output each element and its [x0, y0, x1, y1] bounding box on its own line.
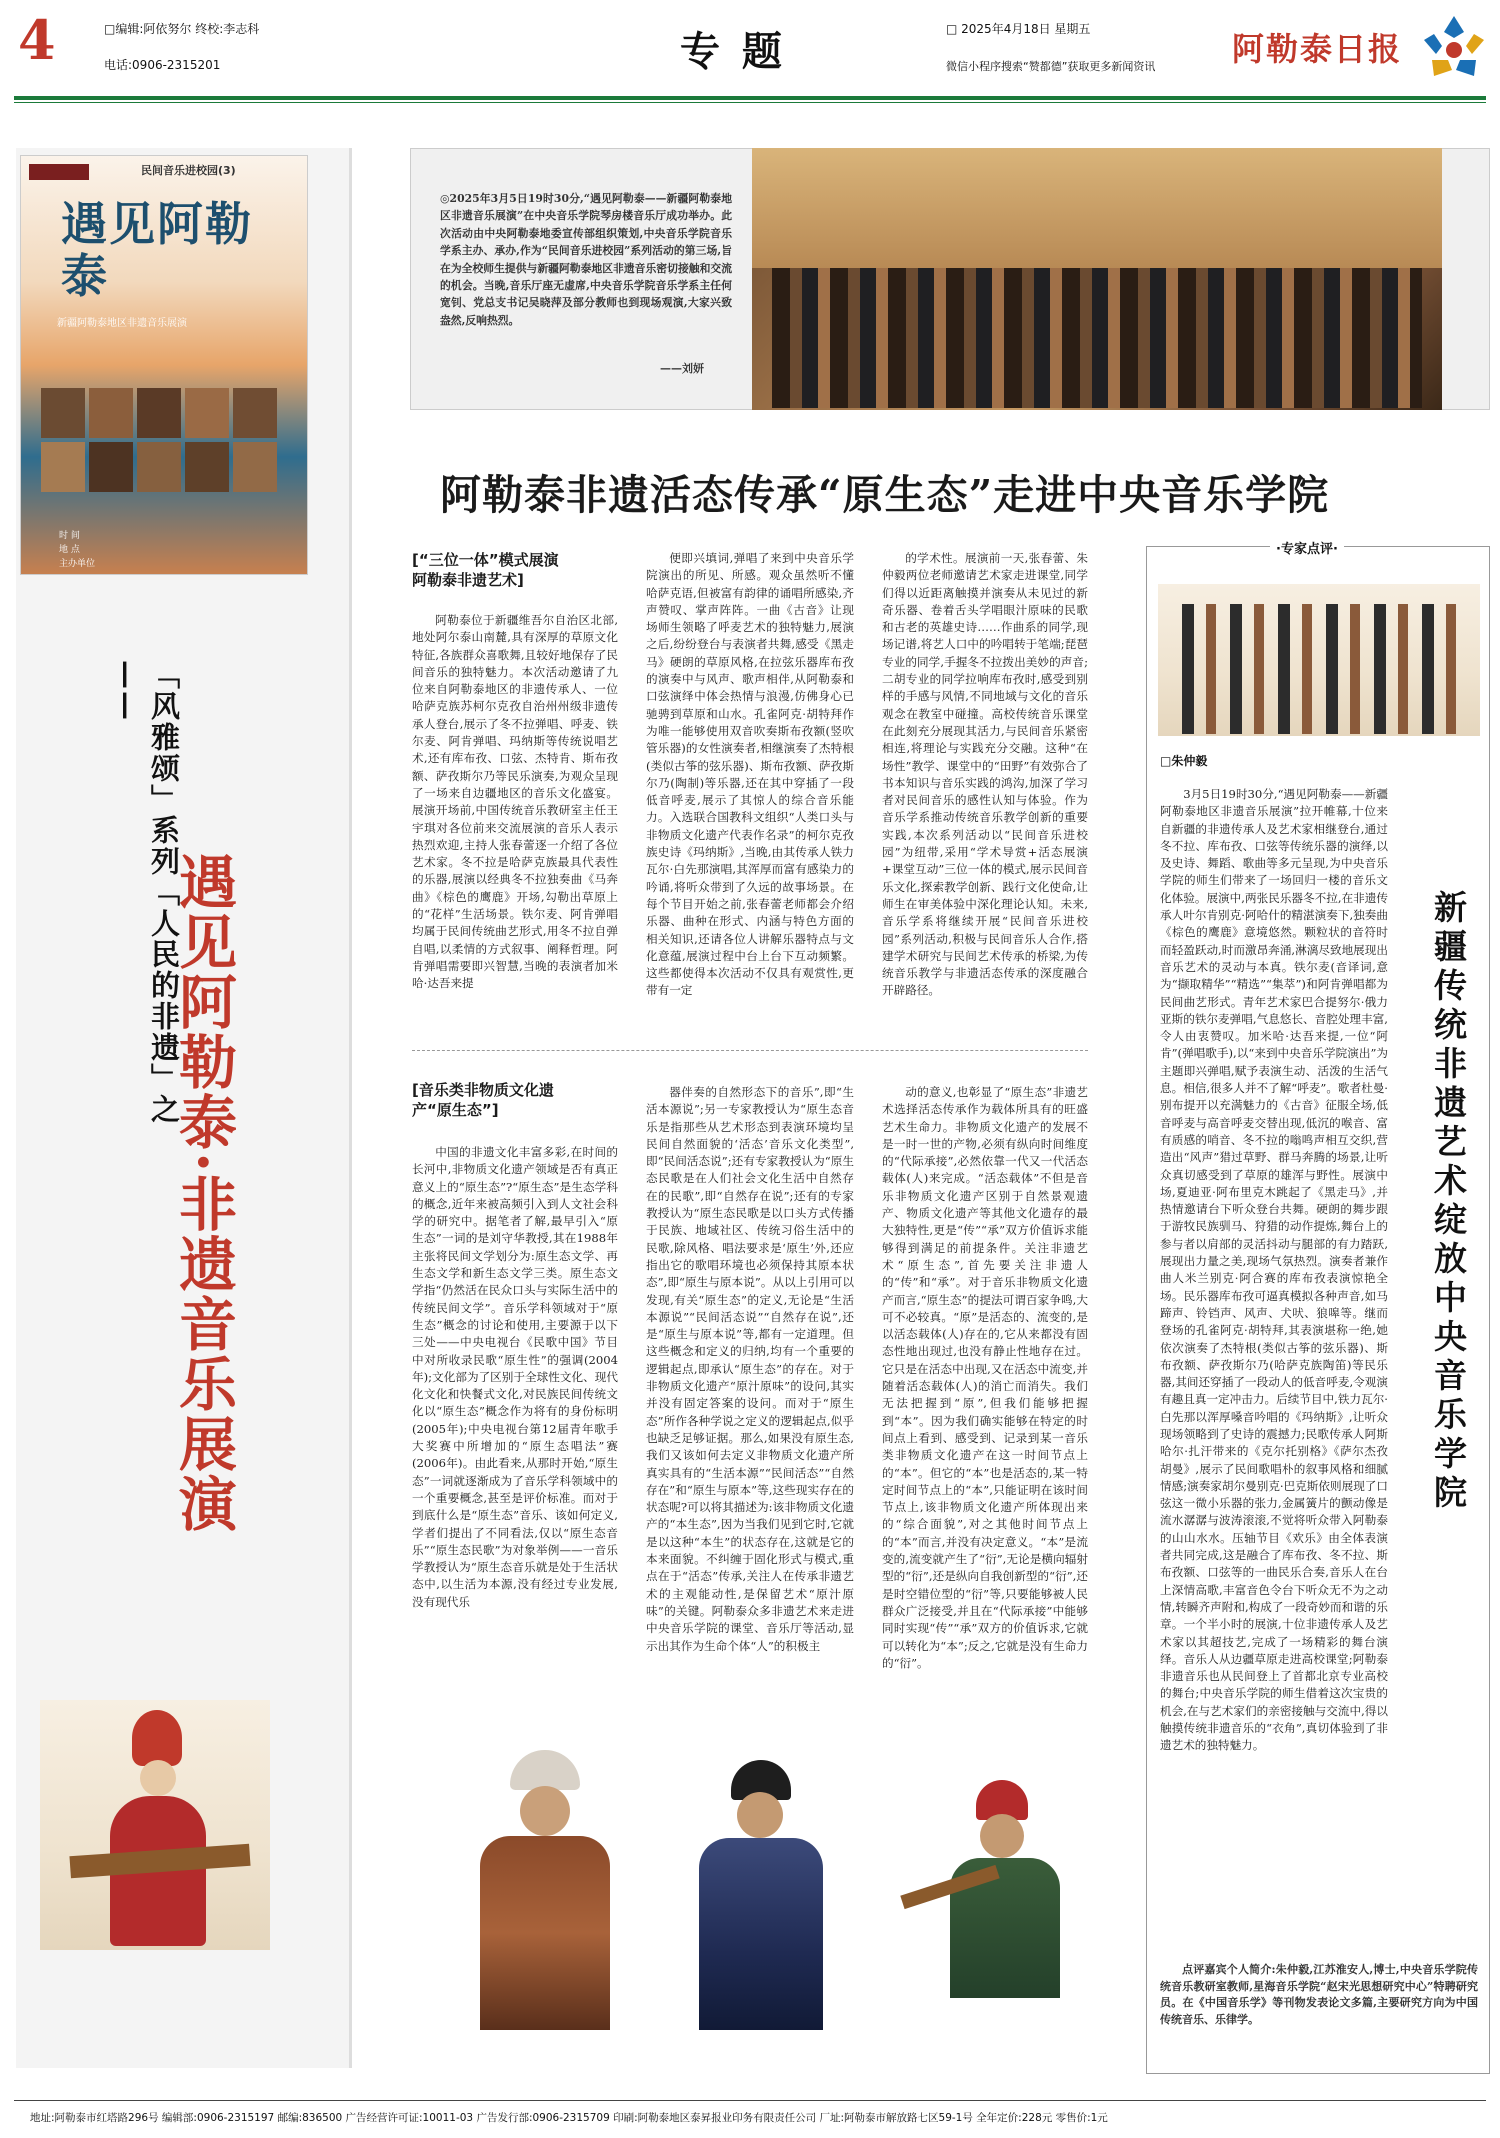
- section1-heading-line1: [“三位一体”模式展演: [412, 551, 559, 569]
- section1-col1: [412, 612, 618, 1032]
- photo-caption-author: ——刘妍: [660, 362, 704, 375]
- poster-time-label: 时 间: [59, 531, 80, 541]
- poster-title: 遇见阿勒泰: [61, 197, 253, 303]
- date-line: □ 2025年4月18日 星期五: [946, 22, 1091, 36]
- photo-caption-text: ◎2025年3月5日19时30分,“遇见阿勒泰——新疆阿勒泰地区非遗音乐展演”在中央音乐学院琴房楼音乐厅成功举办。此次活动由中央阿勒泰地委宣传部组织策划,中央音乐学院音乐学系主办、承办,作为“民间音乐进校园”系列活动的第三场,旨在为全校师生提供与新疆阿勒泰地区非遗音乐密切接触和交流的机会。当晚,音乐厅座无虚席,中央音乐学院音乐学系主任何宽钊、党总支书记吴晓萍及部分教师也到现场观演,大家兴致盎然,反响热烈。: [440, 192, 732, 327]
- poster-photo-strip: [41, 388, 291, 494]
- footer-rule: [14, 2100, 1486, 2101]
- main-headline: 阿勒泰非遗活态传承“原生态”走进中央音乐学院: [440, 471, 1330, 519]
- page-number: 4: [18, 8, 56, 72]
- footer-line: 地址:阿勒泰市红塔路296号 编辑部:0906-2315197 邮编:836500 广告经营许可证:10011-03 广告发行部:0906-2315709 印刷:阿勒泰地区泰昇报业印务有限责任公司 厂址:阿勒泰市解放路七区59-1号 全年定价:228元 零售价:1元: [30, 2112, 1108, 2124]
- section1-heading: [412, 550, 632, 590]
- photo-caption: [440, 190, 732, 350]
- expert-author: □朱仲毅: [1160, 754, 1208, 768]
- performer-photo-2: [450, 1750, 640, 2030]
- section2-col2-text: 器伴奏的自然形态下的音乐”,即“生活本源说”;另一专家教授认为“原生态音乐是指那些从艺术形态到表演环境均呈民间自然面貌的‘活态’音乐文化类型”,即“民间活态说”;还有专家教授认为“原生态民歌是在人们社会文化生活中自然存在的民歌”,即“自然存在说”;还有的专家教授认为“原生态民歌是以口头方式传播于民族、地域社区、传统习俗生活中的民歌,除风格、唱法要求是‘原生’外,还应指出它的歌唱环境也必须保持其原本状态”,即“原生与原本说”。从以上引用可以发现,有关“原生态”的定义,无论是“生活本源说”“民间活态说”“自然存在说”,还是“原生与原本说”等,都有一定道理。但这些概念和定义的归纳,均有一个重要的逻辑起点,即承认“原生态”的存在。对于非物质文化遗产“原汁原味”的设问,其实并没有固定答案的设问。而对于“原生态”所作各种学说之定义的逻辑起点,似乎也缺乏足够证据。那么,如果没有原生态,我们又该如何去定义非物质文化遗产所真实具有的“生活本源”“民间活态”“自然存在”和“原生与原本”等,这些现实存在的状态呢?可以将其描述为:该非物质文化遗产的“本生态”,因为当我们见到它时,它就是以这种“本生”的状态存在,这就是它的本来面貌。不纠缠于固化形式与模式,重点在于“活态”传承,关注人在传承非遗艺术的主观能动性,是保留艺术“原汁原味”的关键。阿勒泰众多非遗艺术来走进中央音乐学院的课堂、音乐厅等活动,显示出其作为生命个体“人”的积极主: [646, 1085, 854, 1653]
- performer-photo-4: [880, 1750, 1080, 2030]
- series-label: 「风雅颂」系列「人民的非遗」之——: [110, 660, 181, 1125]
- performer-photo-3: [665, 1750, 855, 2030]
- poster-logo: [29, 164, 89, 180]
- feature-title: 遇见阿勒泰·非遗音乐展演: [169, 852, 237, 1535]
- section2-heading: [412, 1080, 632, 1120]
- header-rule-thin: [14, 102, 1486, 103]
- expert-vertical-title: 新疆传统非遗艺术绽放中央音乐学院: [1429, 890, 1468, 1514]
- expert-box-title: ·专家点评·: [1270, 538, 1344, 557]
- section1-col1-text: 阿勒泰位于新疆维吾尔自治区北部,地处阿尔泰山南麓,具有深厚的草原文化特征,各族群众喜歌舞,且较好地保存了民间音乐的独特魅力。本次活动邀请了九位来自阿勒泰地区的非遗传承人、一位哈萨克族苏柯尔克孜自治州州级非遗传承人登台,展示了冬不拉弹唱、呼麦、铁尔麦、阿肯弹唱、玛纳斯等传统说唱艺术,还有库布孜、口弦、杰特肯、斯布孜额、萨孜斯尔乃等民乐演奏,为观众呈现了一场来自边疆地区的音乐文化盛宴。展演开场前,中国传统音乐教研室主任王宇琪对各位前来交流展演的音乐人表示热烈欢迎,主持人张春蕾逐一介绍了各位艺术家。冬不拉是哈萨克族最具代表性的乐器,展演以经典冬不拉独奏曲《马奔曲》《棕色的鹰鹿》开场,勾勒出草原上的“花样”生活场景。铁尔麦、阿肯弹唱均属于民间传统曲艺形式,用冬不拉自弹自唱,以柔情的方式叙事、阐释哲理。阿肯弹唱需要即兴智慧,当晚的表演者加米哈·达吾来提: [412, 613, 618, 991]
- group-photo: [752, 148, 1442, 410]
- phone-line: 电话:0906-2315201: [104, 58, 221, 72]
- section1-heading-line2: 阿勒泰非遗艺术]: [412, 571, 524, 589]
- poster-subtitle: 新疆阿勒泰地区非遗音乐展演: [57, 318, 187, 329]
- section2-heading-line1: [音乐类非物质文化遗: [412, 1081, 554, 1099]
- section2-col3: [882, 1084, 1088, 1694]
- section2-heading-line2: 产“原生态”]: [412, 1101, 499, 1119]
- expert-body: [1160, 786, 1388, 1960]
- section1-col2: [646, 550, 854, 1032]
- wechat-line: 微信小程序搜索“赞都德”获取更多新闻资讯: [946, 60, 1156, 73]
- paper-logo-icon: [1418, 12, 1490, 84]
- event-poster: [20, 155, 308, 575]
- expert-bio-text: 点评嘉宾个人简介:朱仲毅,江苏淮安人,博士,中央音乐学院传统音乐教研室教师,星海音乐学院“赵宋光思想研究中心”特聘研究员。在《中国音乐学》等刊物发表论文多篇,主要研究方向为中国传统音乐、乐律学。: [1160, 1963, 1478, 2026]
- paper-name: 阿勒泰日报: [1232, 30, 1403, 68]
- expert-bio: [1160, 1962, 1478, 2062]
- poster-org-label: 主办单位: [59, 559, 96, 569]
- section1-col3: [882, 550, 1088, 1032]
- section2-col3-text: 动的意义,也彰显了“原生态”非遗艺术选择活态传承作为载体所具有的旺盛艺术生命力。非物质文化遗产的发展不是一时一世的产物,必须有纵向时间维度的“代际承接”,必然依靠一代又一代活态载体(人)来完成。“活态载体”不但是音乐非物质文化遗产区别于自然景观遗产、物质文化遗产等其他文化遗存的最大独特性,更是“传”“承”双方价值诉求能够得到满足的前提条件。关注非遗艺术“原生态”,首先要关注非遗人的“传”和“承”。对于音乐非物质文化遗产而言,“原生态”的提法可谓百家争鸣,大可不必较真。“原”是活态的、流变的,是以活态载体(人)存在的,它从来都没有固态性地出现过,也没有静止性地存在过。它只是在活态中出现,又在活态中流变,并随着活态载体(人)的消亡而消失。我们无法把握到“原”,但我们能够把握到“本”。因为我们确实能够在特定的时间点上看到、感受到、记录到某一音乐类非物质文化遗产在这一时间节点上的“本”。但它的“本”也是活态的,某一特定时间节点上的“本”,只能证明在该时间节点上,该非物质文化遗产所体现出来的“综合面貌”,对之其他时间节点上的“本”而言,并没有决定意义。“本”是流变的,流变就产生了“衍”,无论是横向辐射型的“衍”,还是纵向自我创新型的“衍”,还是时空错位型的“衍”等,只要能够被人民群众广泛接受,并且在“代际承接”中能够同时实现“传”“承”双方的价值诉求,它就可以转化为“本”;反之,它就是没有生命力的“衍”。: [882, 1085, 1088, 1670]
- header-rule: [14, 96, 1486, 100]
- section-title: 专 题: [680, 28, 786, 75]
- poster-place-label: 地 点: [59, 545, 80, 555]
- editor-line: □编辑:阿依努尔 终校:李志科: [104, 22, 260, 36]
- section-divider: [412, 1050, 1088, 1051]
- section2-col1-text: 中国的非遗文化丰富多彩,在时间的长河中,非物质文化遗产领域是否有真正意义上的“原生态”?“原生态”是生态学科的概念,近年来被高频引入到人文社会科学的研究中。据笔者了解,最早引入“原生态”一词的是刘守华教授,其在1988年主张将民间文学划分为:原生态文学、再生态文学和新生态文学三类。原生态文学指“仍然活在民众口头与实际生活中的传统民间文学”。音乐学科领域对于“原生态”概念的讨论和使用,主要源于以下三处——中央电视台《民歌中国》节目中对所收录民歌“原生性”的强调(2004年);文化部为了区别于全球性文化、现代化文化和快餐式文化,对民族民间传统文化以“原生态”概念作为将有的身份标明(2005年);中央电视台第12届青年歌手大奖赛中所增加的“原生态唱法”赛(2006年)。由此看来,从那时开始,“原生态”一词就逐渐成为了音乐学科领域中的一个重要概念,甚至是评价标准。而对于到底什么是“原生态”音乐、该如何定义,学者们提出了不同看法,仅以“原生态音乐”“原生态民歌”为对象举例——一音乐学教授认为“原生态音乐就是处于生活状态中,以生活为本源,没有经过专业发展,没有现代乐: [412, 1145, 618, 1609]
- poster-series: 民间音乐进校园(3): [141, 164, 236, 177]
- section2-col1: [412, 1144, 618, 1694]
- section1-col2-text: 便即兴填词,弹唱了来到中央音乐学院演出的所见、所感。观众虽然听不懂哈萨克语,但被富有韵律的诵唱所感染,齐声赞叹、掌声阵阵。一曲《古音》让现场师生领略了呼麦艺术的独特魅力,展演之后,纷纷登台与表演者共舞,感受《黑走马》硬朗的草原风格,在拉弦乐器库布孜的演奏中与风声、歌声相伴,从阿勒泰和口弦演绎中体会热情与浪漫,仿佛身心已驰骋到草原和山水。孔雀阿克·胡特拜作为唯一能够使用双音吹奏斯布孜额(竖吹管乐器)的女性演奏者,相继演奏了杰特根(类似古筝的弦乐器)、斯布孜额、萨孜斯尔乃(陶制)等乐器,还在其中穿插了一段低音呼麦,展示了其惊人的综合音乐能力。入选联合国教科文组织“人类口头与非物质文化遗产代表作名录”的柯尔克孜族史诗《玛纳斯》,当晚,由其传承人铁力瓦尔·白先那演唱,其浑厚而富有感染力的吟诵,将听众带到了久远的故事场景。在每个节目开始之前,张春蕾老师都会介绍乐器、曲种在形式、内涵与特色方面的相关知识,还请各位人讲解乐器特点与文化意蕴,展演过程中台上台下互动频繁。这些都使得本次活动不仅具有观赏性,更带有一定: [646, 551, 854, 998]
- section2-col2: [646, 1084, 854, 1694]
- expert-body-text: 3月5日19时30分,“遇见阿勒泰——新疆阿勒泰地区非遗音乐展演”拉开帷幕,十位来自新疆的非遗传承人及艺术家相继登台,通过冬不拉、库布孜、口弦等传统乐器的演绎,以及史诗、舞蹈、歌曲等多元呈现,为中央音乐学院的师生们带来了一场回归一楼的音乐文化体验。展演中,两张民乐器冬不拉,在非遗传承人叶尔肯别克·阿哈什的精湛演奏下,独奏曲《棕色的鹰鹿》意境悠然。颗粒状的音符时而轻盈跃动,时而激昂奔涌,淋漓尽致地展现出音乐艺术的灵动与本真。铁尔麦(音译词,意为“撷取精华”“精选”“集萃”)和阿肯弹唱都为民间曲艺形式。青年艺术家巴合提努尔·俄力亚斯的铁尔麦弹唱,气息悠长、音腔处理丰富,令人由衷赞叹。加米哈·达吾来提,一位“阿肯”(弹唱歌手),以“来到中央音乐学院演出”为主题即兴弹唱,赋予表演生动、活泼的生活气息。相信,很多人并不了解“呼麦”。歌者杜曼·别布提开以充满魅力的《古音》征服全场,低音呼麦与高音呼麦交替出现,低沉的喉音、富有质感的哨音、冬不拉的嗡鸣声相互交织,营造出“风声”猎过草野、群马奔腾的场景,让听众真切感受到了草原的雄浑与野性。展演中场,夏迪亚·阿布里克木跳起了《黑走马》,并热情邀请台下听众登台共舞。硬朗的舞步跟于游牧民族驯马、狩猎的动作提炼,舞台上的参与者以肩部的灵活抖动与腿部的有力踏跃,展现出力量之美,现场气氛热烈。演奏者兼作曲人米兰别克·阿合赛的库布孜表演惊艳全场。民乐器库布孜可逼真模拟各种声音,如马蹄声、铃铛声、风声、犬吠、狼嗥等。继而登场的孔雀阿克·胡特拜,其表演堪称一绝,她依次演奏了杰特根(类似古筝的弦乐器)、斯布孜额、萨孜斯尔乃(哈萨克族陶笛)等民乐器,其间还穿插了一段动人的低音呼麦,令观演有趣且真一定冲击力。后续节目中,铁力瓦尔·白先那以浑厚嗓音吟唱的《玛纳斯》,让听众现场领略到了史诗的震撼力;民歌传承人阿斯哈尔·扎汗带来的《克尔托别格》《萨尔杰孜胡曼》,展示了民间歌唱朴的叙事风格和细腻情感;演奏家胡尔曼别克·巴克斯依则展现了口弦这一微小乐器的张力,金属簧片的颤动像是流水潺潺与波涛滚滚,不觉将听众带入阿勒泰的山山水水。压轴节目《欢乐》由全体表演者共同完成,这是融合了库布孜、冬不拉、斯布孜额、口弦等的一曲民乐合奏,音乐人在台上深情高歌,丰富音色令台下听众无不为之动情,转瞬齐声附和,构成了一段奇妙而和谐的乐章。一个半小时的展演,十位非遗传承人及艺术家以其超技艺,完成了一场精彩的舞台演绎。音乐人从边疆草原走进高校课堂;阿勒泰非遗音乐也从民间登上了首都北京专业高校的舞台;中央音乐学院的师生借着这次宝贵的机会,在与艺术家们的亲密接触与交流中,得以触摸传统非遗音乐的“衣角”,真切体验到了非遗艺术的独特魅力。: [1160, 787, 1388, 1753]
- expert-photo: [1158, 584, 1480, 736]
- performer-photo-1: [40, 1700, 270, 1950]
- section1-col3-text: 的学术性。展演前一天,张春蕾、朱仲毅两位老师邀请艺术家走进课堂,同学们得以近距离触摸并演奏从未见过的新奇乐器、卷着舌头学唱眼汁原味的民歌和古老的英雄史诗……作曲系的同学,现场记谱,将艺人口中的吟唱转于笔端;琵琶专业的同学,手握冬不拉拨出美妙的声音;二胡专业的同学拉响库布孜时,感受到别样的手感与风情,不同地域与文化的音乐观念在教室中碰撞。高校传统音乐课堂在此刻充分展现其活力,与民间音乐紧密相连,将理论与实践充分交融。这种“在场性”教学、课堂中的“田野”有效弥合了书本知识与音乐实践的鸿沟,加深了学习者对民间音乐的感性认知与体验。作为音乐学系推动传统音乐教学创新的重要实践,本次系列活动以“民间音乐进校园”为纽带,采用“学术导赏+活态展演+课堂互动”三位一体的模式,展示民间音乐文化,探索教学创新、践行文化使命,让师生在审美体验中深化理论认知。未来,音乐学系将继续开展“民间音乐进校园”系列活动,积极与民间音乐人合作,搭建学术研究与民间艺术传承的桥梁,为传统音乐教学与非遗活态传承的深度融合开辟路径。: [882, 551, 1088, 998]
